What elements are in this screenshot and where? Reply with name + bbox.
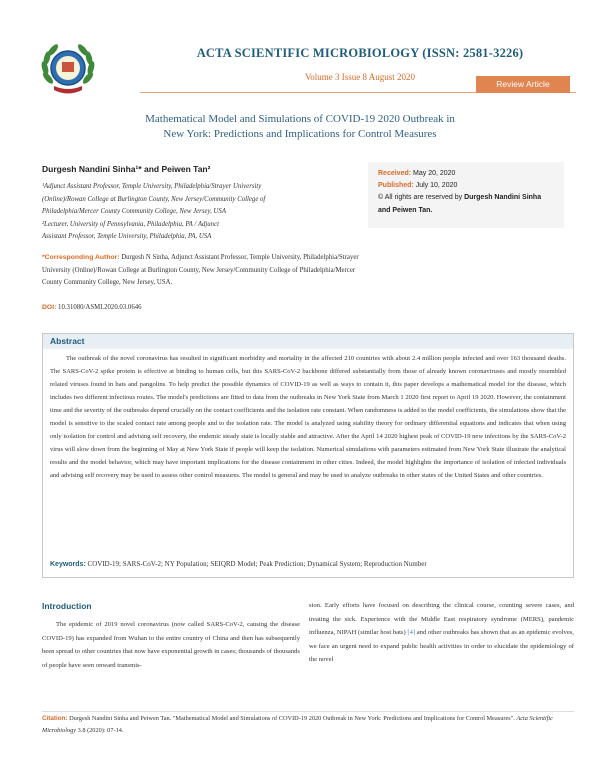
introduction-right-text: and other outbreaks has shown that as an epidemic evolves, we face an urgent need to expand public health activities in order to elucidate the epidemiology of the novel bbox=[309, 629, 575, 663]
affiliation-line: ¹Adjunct Assistant Professor, Temple University, Philadelphia/Strayer University bbox=[42, 183, 262, 190]
doi-link[interactable]: 10.31080/ASMI.2020.03.0646 bbox=[56, 304, 142, 311]
received-label: Received: bbox=[378, 170, 412, 177]
affiliation-line: ²Lecturer, University of Pennsylvania, Philadelphia, PA / Adjunct bbox=[42, 220, 219, 228]
published-label: Published: bbox=[378, 182, 414, 190]
citation-tail: 3.8 (2020): 07-14. bbox=[76, 727, 124, 734]
introduction-heading: Introduction bbox=[42, 601, 92, 611]
corresponding-author-label: *Corresponding Author: bbox=[42, 254, 120, 261]
rights-holders: Durgesh Nandini Sinha and Peiwen Tan. bbox=[378, 194, 542, 214]
dates-box bbox=[368, 162, 564, 228]
author-list: Durgesh Nandini Sinha¹* and Peiwen Tan² bbox=[42, 164, 211, 174]
affiliation-line: (Online)/Rowan College at Burlington County, New Jersey/Community College of bbox=[42, 195, 266, 203]
affiliation-line: Philadelphia/Mercer County Community College, New Jersey, USA bbox=[42, 208, 226, 215]
reference-link[interactable]: [4] bbox=[407, 629, 416, 636]
keywords-text: COVID-19; SARS-CoV-2; NY Population; SEIQRD Model; Peak Prediction; Dynamical System; Reproduction Number bbox=[85, 560, 427, 568]
citation-journal: Acta Scientific Microbiology bbox=[42, 715, 553, 734]
paper-title-line-2: New York: Predictions and Implications for Control Measures bbox=[163, 128, 437, 140]
affiliation-line: Assistant Professor, Temple University, Philadelphia, PA, USA bbox=[42, 233, 212, 240]
paper-title-line-1: Mathematical Model and Simulations of COVID-19 2020 Outbreak in bbox=[145, 113, 455, 125]
abstract-header-bar bbox=[43, 334, 573, 349]
rights-text: © All rights are reserved by bbox=[378, 194, 465, 202]
introduction-right-text: sion. Early efforts have focused on describing the clinical course, counting severe cases, and treating the sick. Experience with the Middle East respiratory syndrome (MERS), pandemic influenza, NIPAH (similar host bats) bbox=[309, 602, 574, 636]
doi bbox=[42, 304, 362, 311]
paper-title bbox=[60, 112, 540, 142]
abstract-text: The outbreak of the novel coronavirus has resulted in significant morbidity and mortality in the affected 210 countries with about 2.4 million people infected and over 163 thousand deaths. The SARS-CoV-2 spike protein is effective at binding to human cells, but this SARS-CoV-2 backbone differed substantially from those of already known coronaviruses and mostly resembled related viruses found in bats and pangolins. To help predict the possible dynamics of COVID-19 as well as ways to contain it, this paper develops a mathematical model for the disease, which includes two different infectious routes. The model's predictions are fitted to data from the outbreaks in New York State from March 1 2020 first report to April 19 2020. However, the containment time and the severity of the outbreaks depend crucially on the contact coefficients and the isolation rate constant. When randomness is added to the model coefficients, the simulations show that the model is sensitive to the scaled contact rate among people and to the isolation rate. The model is analyzed using stability theory for ordinary differential equations and indicates that when using only isolation for control and advising self recovery, the endemic steady state is locally stable and attractive. After the April 14 2020 highest peak of COVID-19 new infections by the SARS-CoV-2 virus will slow down from the beginning of May at New York State if people will keep the isolation. Numerical simulations with parameters estimated from New York State illustrate the analytical results and the model behavior, which may have important implications for the disease containment in other cities. Indeed, the model highlights the importance of isolation of infected individuals and advising self recovery may be used to assess other control measures. The model is general and may be used to analyze outbreaks in other states of the United States and other countries. bbox=[50, 355, 566, 479]
published-date: July 10, 2020 bbox=[413, 182, 458, 190]
doi-label: DOI: bbox=[42, 304, 57, 311]
introduction-right-column bbox=[309, 599, 574, 667]
introduction-left-column: The epidemic of 2019 novel coronavirus (now called SARS-CoV-2, causing the disease COVID-19) has expanded from Wuhan to the entire country of China and then has subsequently been spread to other countries that now have exponential growth in cases; thousands of thousands of people have seen onward transmis- bbox=[42, 621, 300, 669]
keywords-label: Keywords: bbox=[50, 561, 86, 568]
volume-issue: Volume 3 Issue 8 August 2020 bbox=[304, 72, 416, 82]
footer-divider bbox=[42, 711, 574, 712]
journal-seal-icon bbox=[38, 40, 98, 100]
journal-title: ACTA SCIENTIFIC MICROBIOLOGY (ISSN: 2581-3226) bbox=[196, 46, 524, 60]
article-type-badge: Review Article bbox=[476, 76, 570, 93]
corresponding-author bbox=[42, 252, 362, 290]
received-date: May 20, 2020 bbox=[411, 170, 456, 177]
citation bbox=[42, 713, 574, 737]
corresponding-author-text: Durgesh N Sinha, Adjunct Assistant Professor, Temple University, Philadelphia/Strayer University (Online)/Rowan College at Burlington County, New Jersey/Community College of Philadelphia/Mercer County Community College, New Jersey, USA. bbox=[42, 254, 359, 286]
citation-text: Durgesh Nandini Sinha and Peiwen Tan. "Mathematical Model and Simulations of COVID-19 2020 Outbreak in New York: Predictions and Implications for Control Measures". bbox=[67, 715, 517, 722]
keywords bbox=[50, 560, 566, 568]
affiliations bbox=[42, 181, 362, 244]
abstract-heading: Abstract bbox=[50, 336, 85, 346]
citation-label: Citation: bbox=[42, 715, 68, 722]
